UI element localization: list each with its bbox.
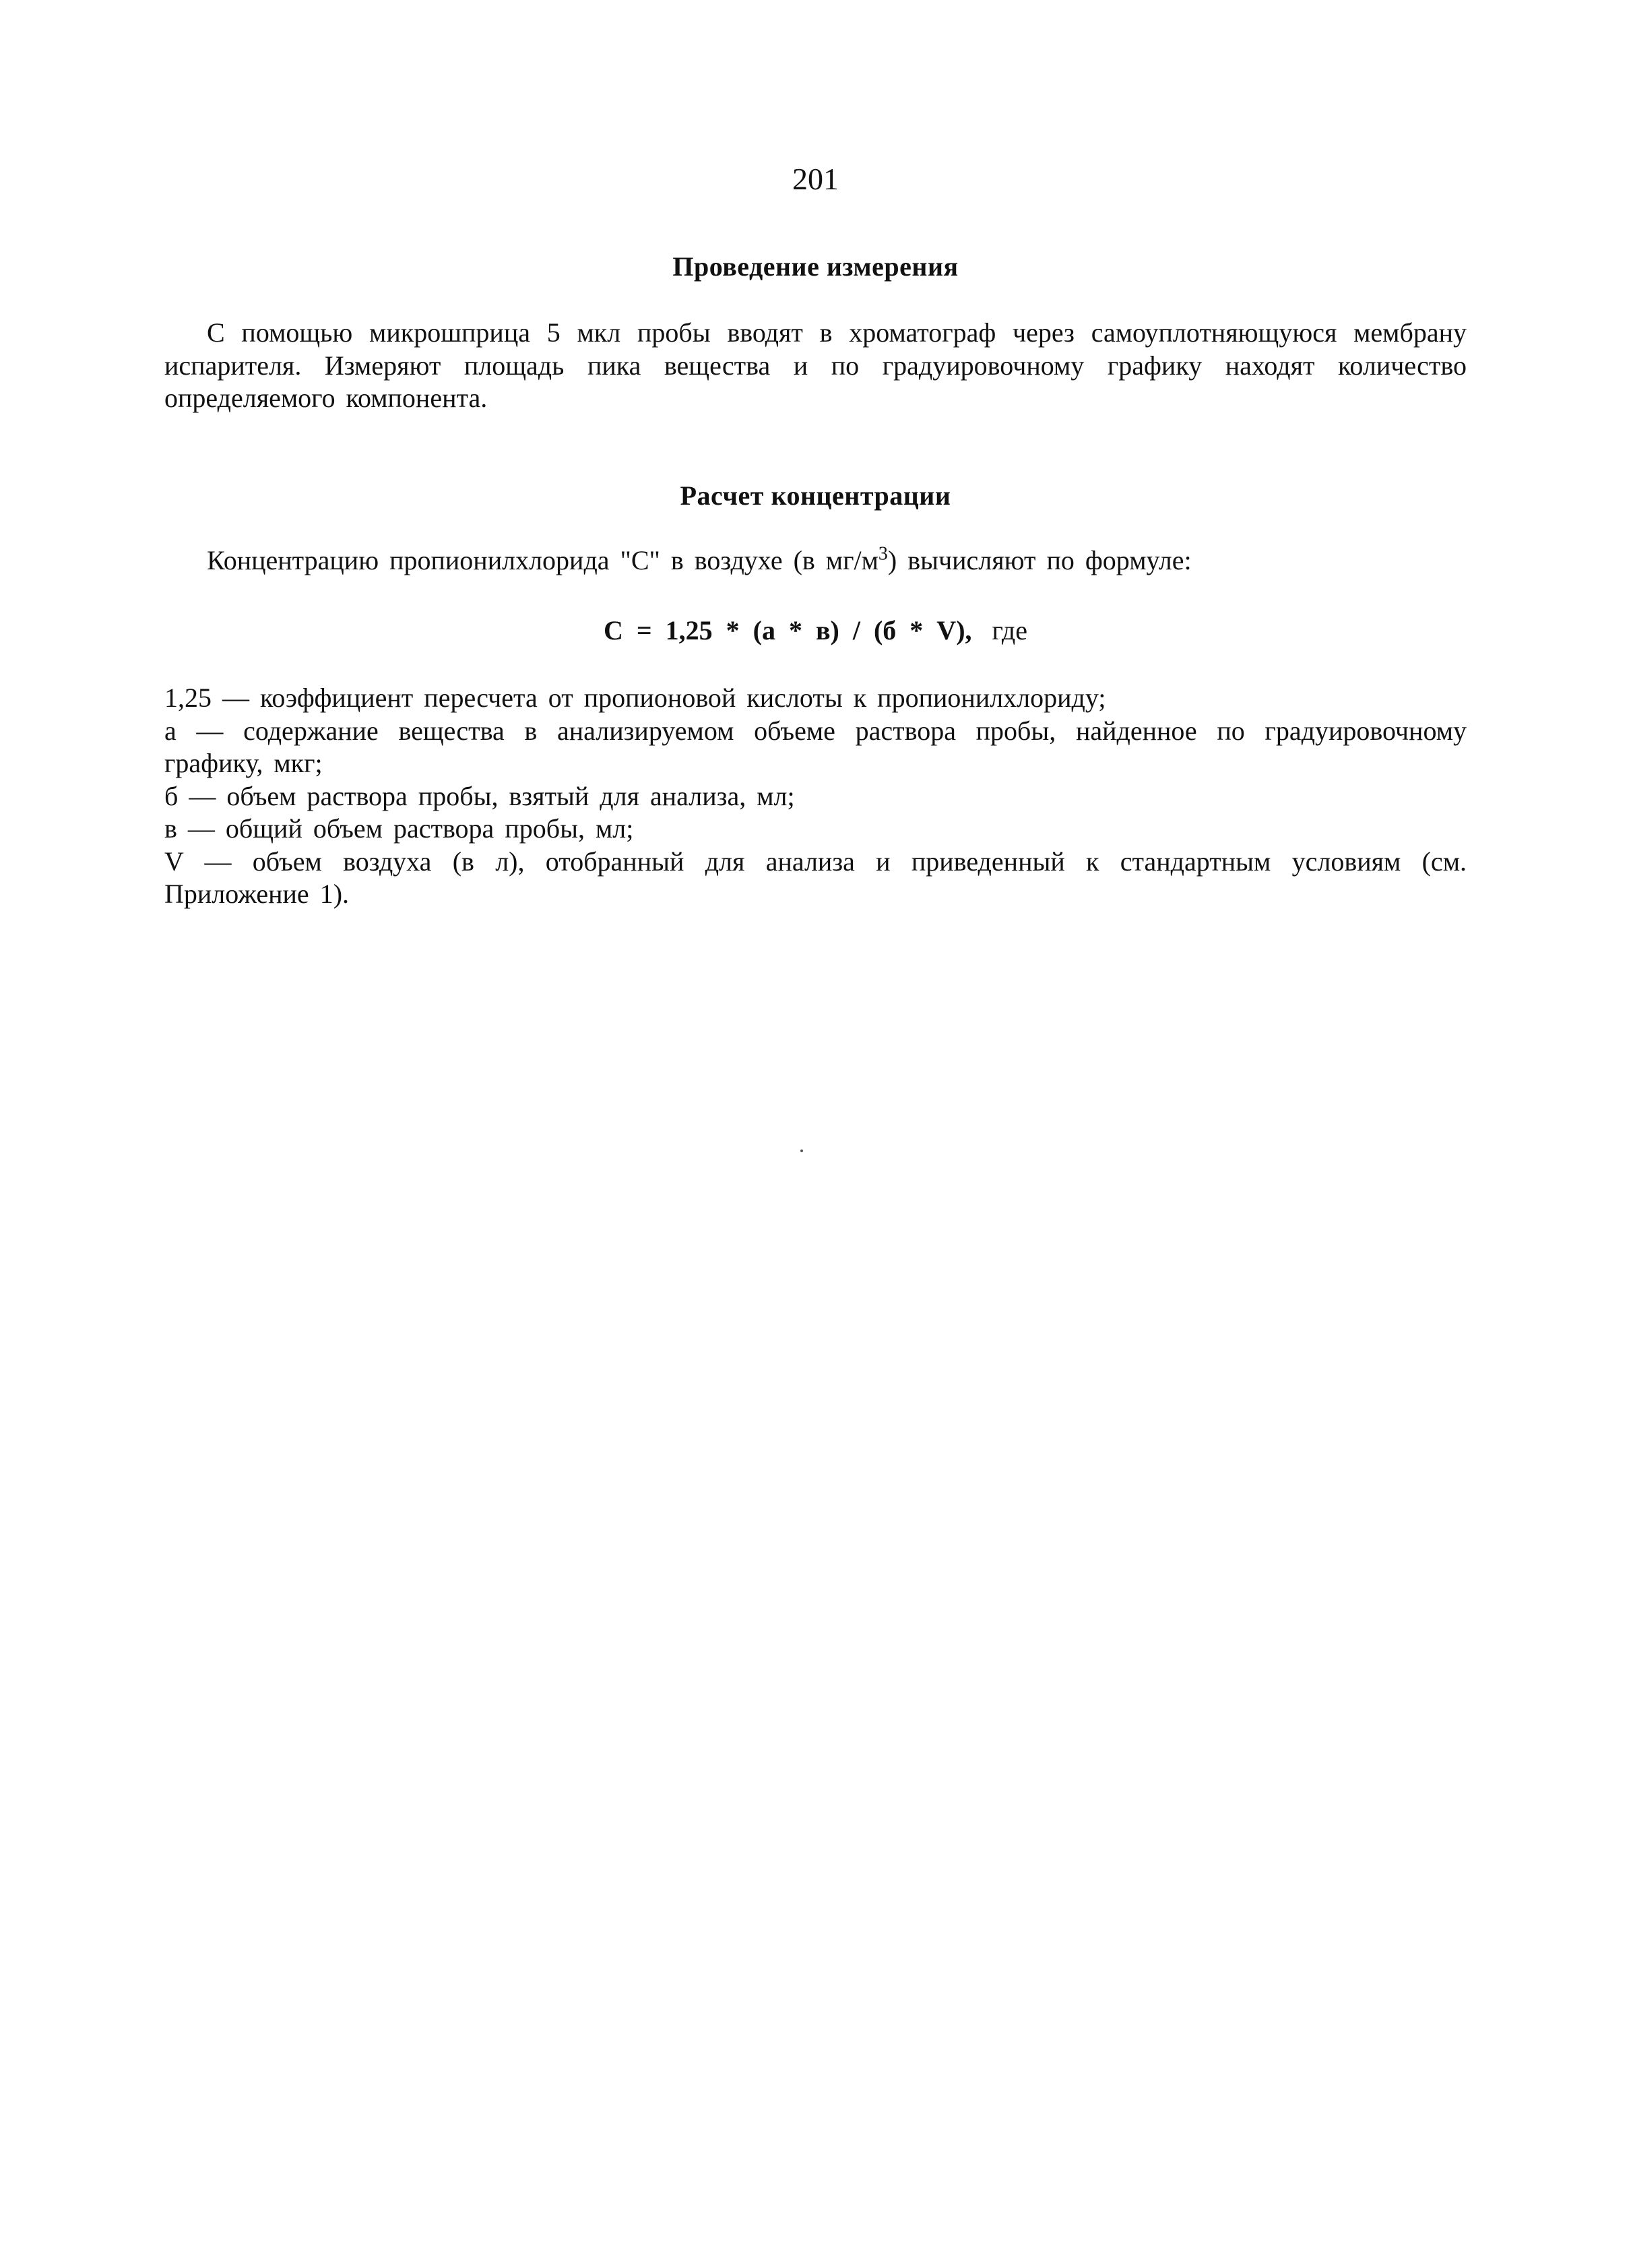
section-title-calculation: Расчет концентрации — [680, 480, 951, 511]
definition-item: V — объем воздуха (в л), отобранный для анализа и приведенный к стандартным условиям (см. Приложение 1). — [164, 846, 1467, 909]
section-title-measurement: Проведение измерения — [672, 251, 959, 282]
calculation-intro-text-end: ) вычисляют по формуле: — [887, 545, 1192, 575]
formula-where: где — [992, 615, 1028, 645]
scan-speck — [800, 1149, 803, 1152]
cubic-superscript: 3 — [878, 543, 888, 565]
calculation-intro-text: Концентрацию пропионилхлорида "С" в воздухе (в мг/м — [207, 545, 878, 575]
measurement-paragraph: С помощью микрошприца 5 мкл пробы вводят в хроматограф через самоуплотняющуюся мембрану испарителя. Измеряют площадь пика вещества и по градуировочному графику находят количество определяемого компонента. — [164, 317, 1467, 413]
definition-item: 1,25 — коэффициент пересчета от пропионовой кислоты к пропионилхлориду; — [164, 683, 1106, 713]
page-number: 201 — [792, 162, 839, 196]
formula-expression: С = 1,25 * (а * в) / (б * V), — [603, 615, 972, 645]
definition-item: в — общий объем раствора пробы, мл; — [164, 813, 634, 844]
definition-item: а — содержание вещества в анализируемом объеме раствора пробы, найденное по градуировочному графику, мкг; — [164, 715, 1467, 778]
calculation-intro — [164, 544, 1467, 577]
concentration-formula — [0, 615, 1631, 647]
definition-item: б — объем раствора пробы, взятый для анализа, мл; — [164, 780, 795, 811]
definitions-list — [164, 682, 1467, 911]
